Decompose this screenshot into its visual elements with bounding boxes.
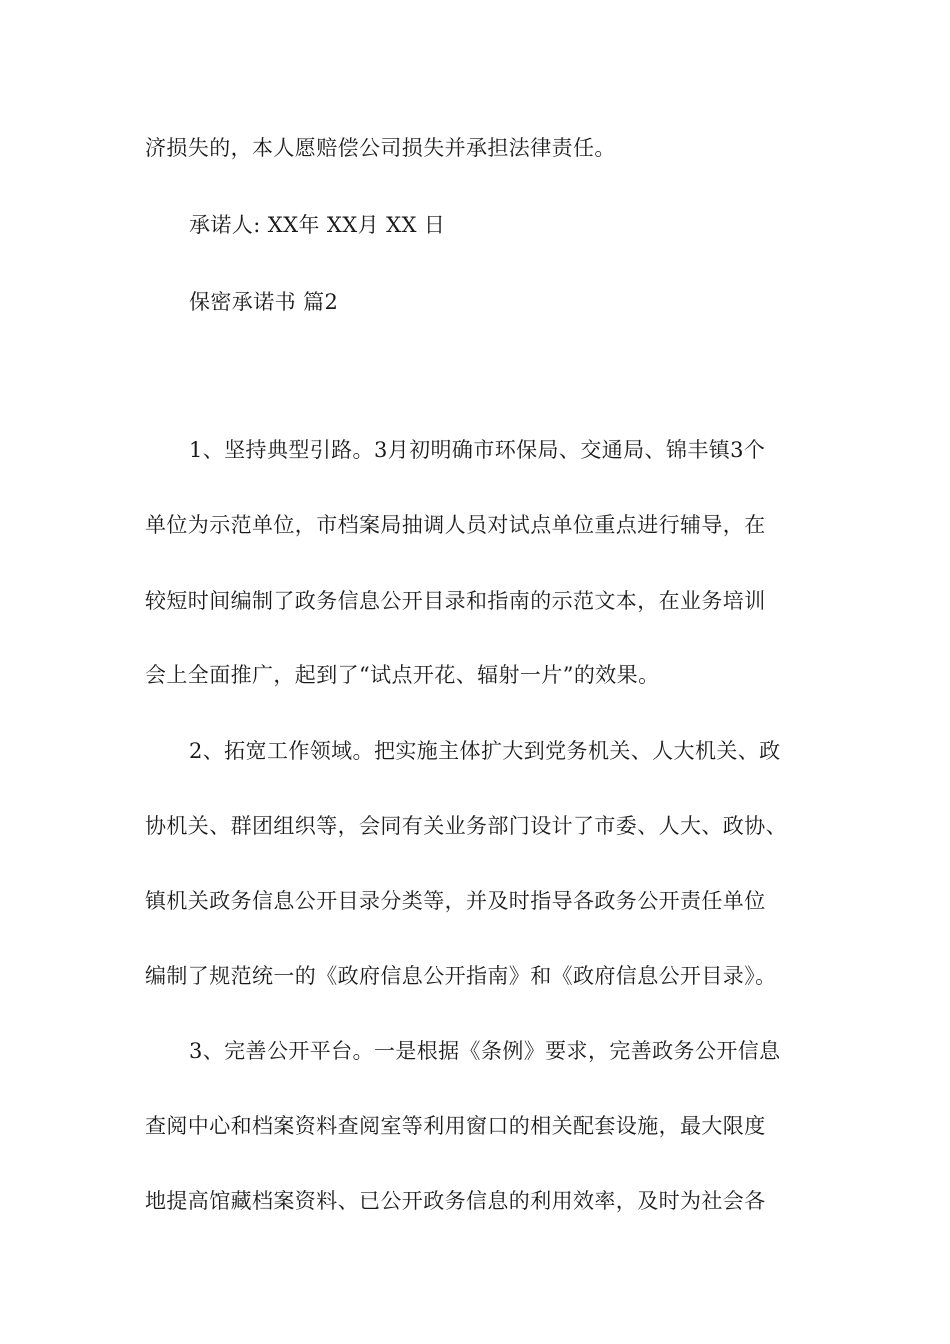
paragraph-1-line-3: 较短时间编制了政务信息公开目录和指南的示范文本，在业务培训 — [145, 589, 766, 613]
paragraph-3-line-1: 3、完善公开平台。一是根据《条例》要求，完善政务公开信息 — [189, 1039, 781, 1063]
paragraph-2-line-3: 镇机关政务信息公开目录分类等，并及时指导各政务公开责任单位 — [145, 889, 766, 913]
paragraph-1-line-4: 会上全面推广，起到了“试点开花、辐射一片”的效果。 — [145, 663, 660, 687]
section-heading: 保密承诺书 篇2 — [189, 290, 339, 314]
paragraph-1-line-2: 单位为示范单位，市档案局抽调人员对试点单位重点进行辅导，在 — [145, 513, 766, 537]
text-line-1: 济损失的，本人愿赔偿公司损失并承担法律责任。 — [145, 136, 616, 160]
paragraph-2-line-2: 协机关、群团组织等，会同有关业务部门设计了市委、人大、政协、 — [145, 814, 787, 838]
paragraph-2-line-1: 2、拓宽工作领域。把实施主体扩大到党务机关、人大机关、政 — [189, 739, 781, 763]
signature-date-line: 承诺人: XX年 XX月 XX 日 — [189, 213, 446, 237]
paragraph-2-line-4: 编制了规范统一的《政府信息公开指南》和《政府信息公开目录》。 — [145, 964, 777, 988]
paragraph-3-line-3: 地提高馆藏档案资料、已公开政务信息的利用效率，及时为社会各 — [145, 1189, 766, 1213]
paragraph-1-line-1: 1、坚持典型引路。3月初明确市环保局、交通局、锦丰镇3个 — [189, 438, 766, 462]
paragraph-3-line-2: 查阅中心和档案资料查阅室等利用窗口的相关配套设施，最大限度 — [145, 1114, 766, 1138]
